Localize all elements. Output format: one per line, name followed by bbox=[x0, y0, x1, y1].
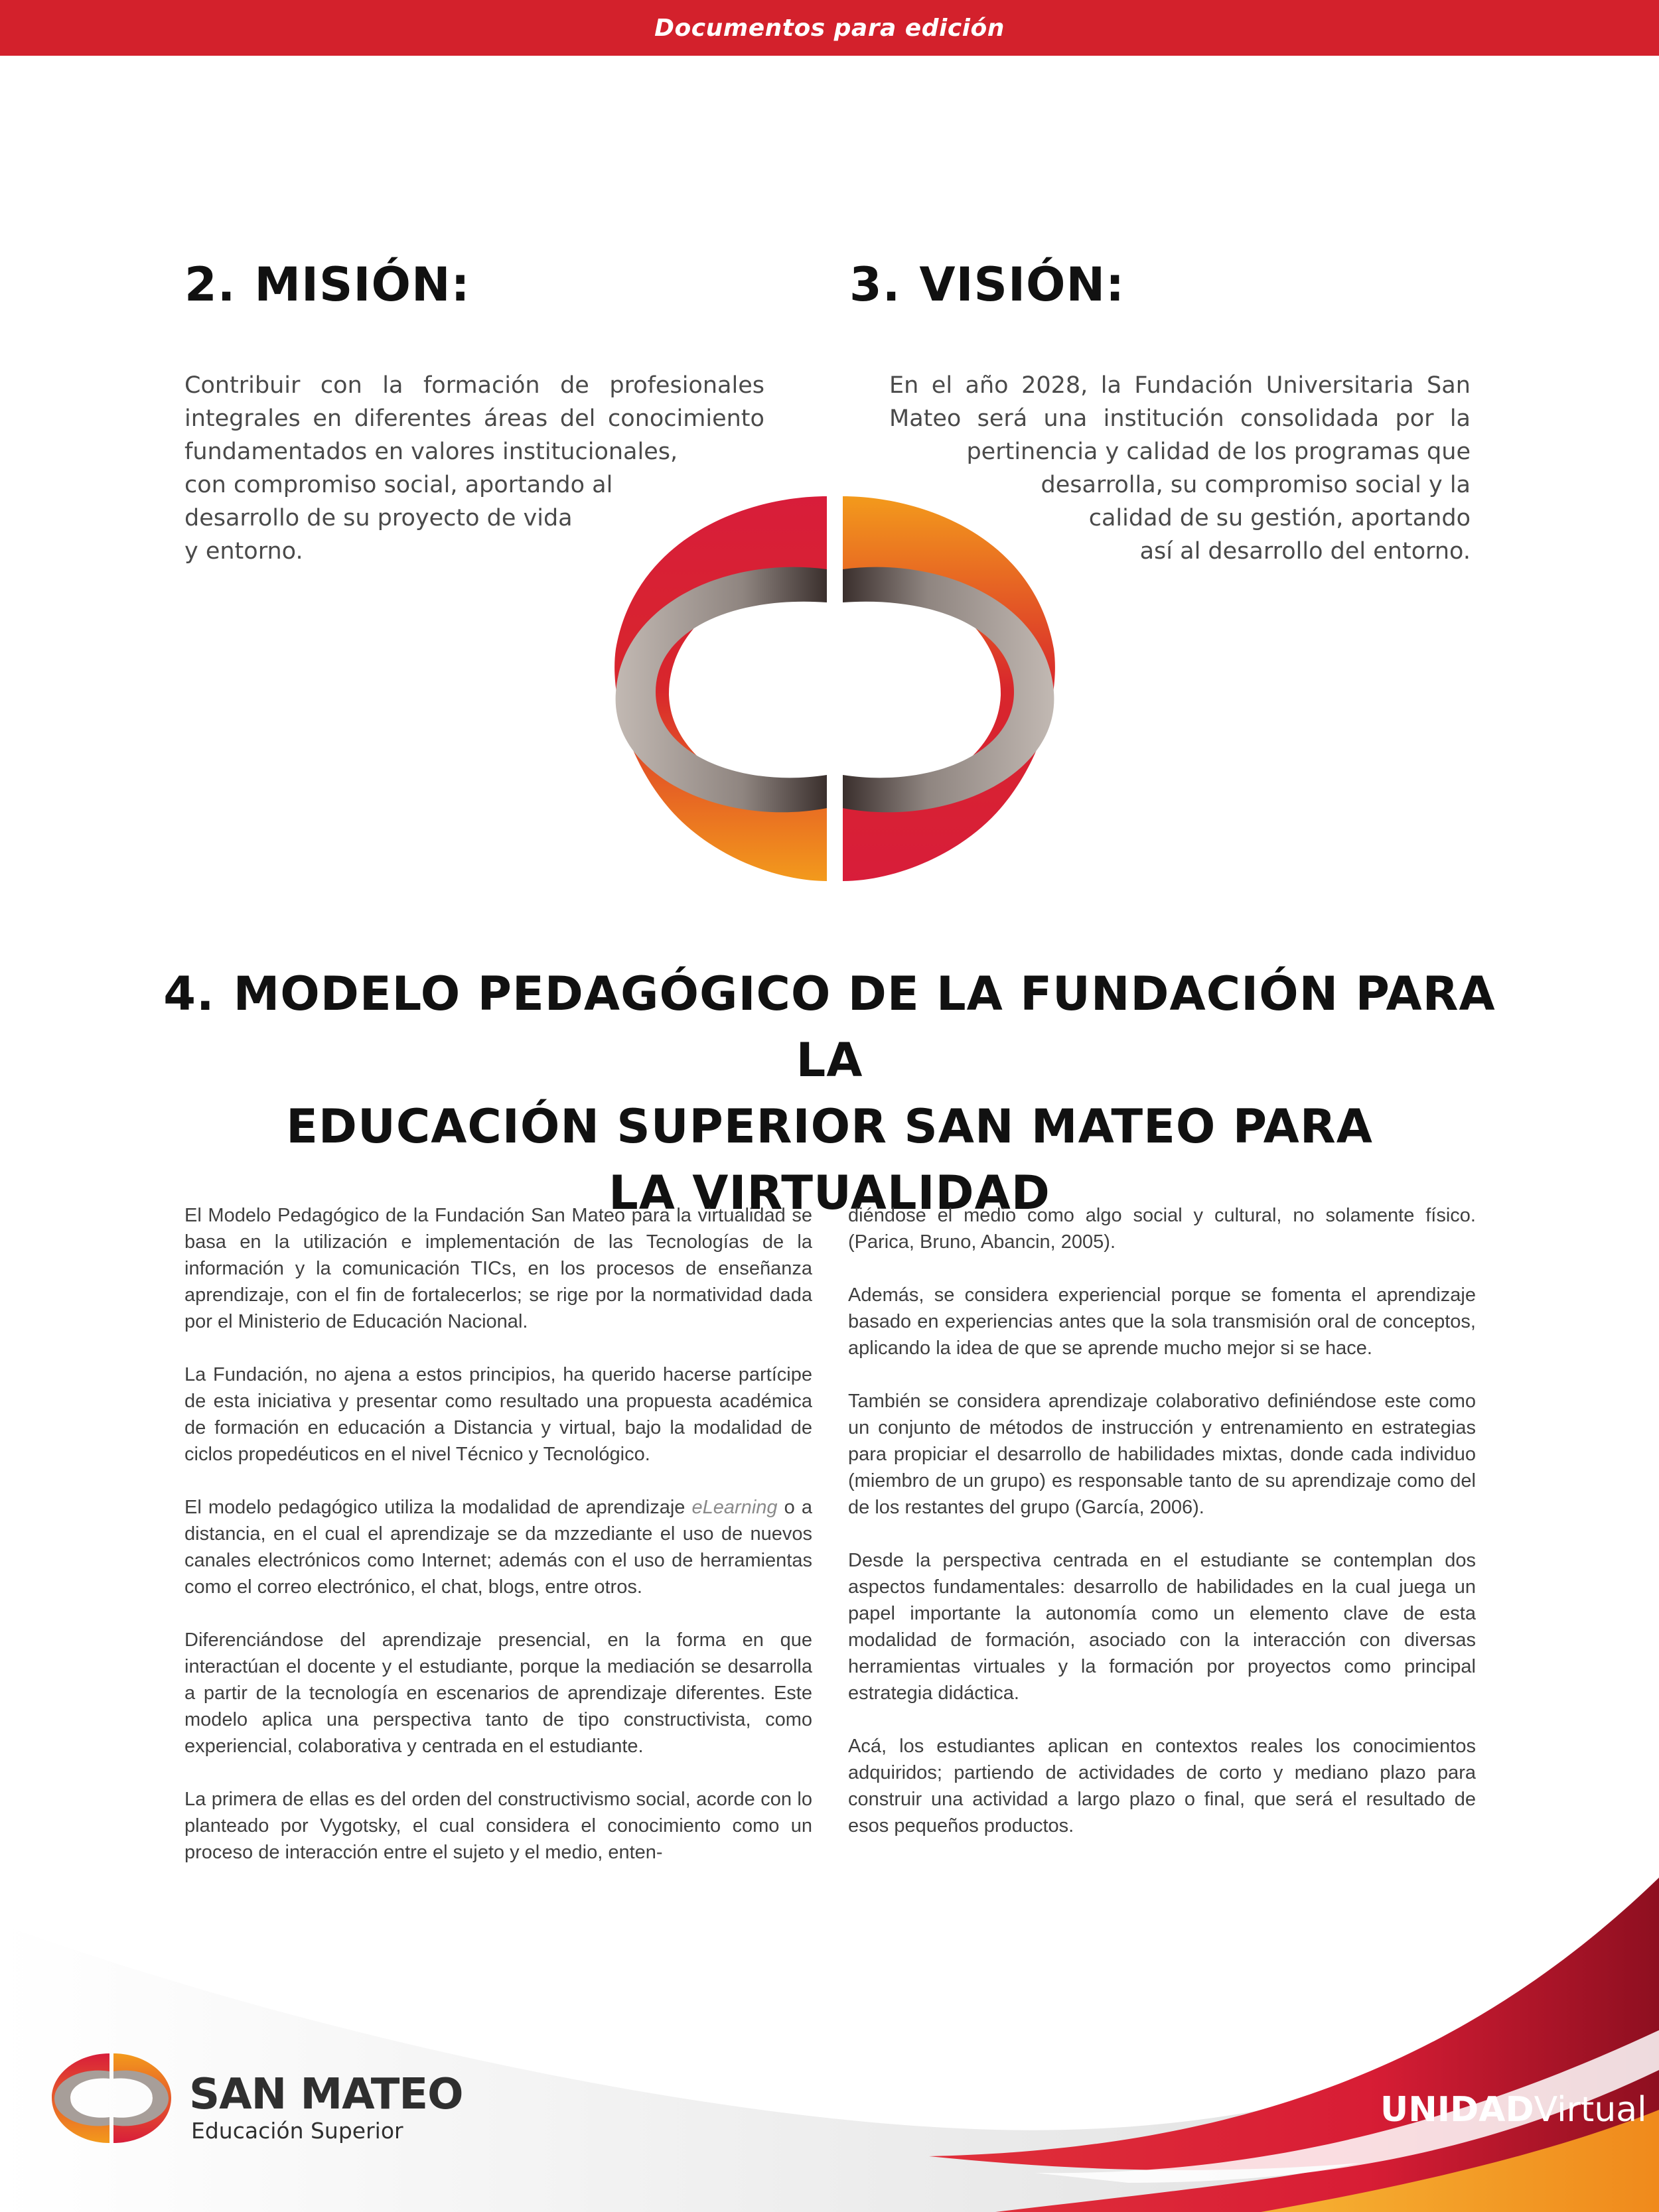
san-mateo-logo-icon bbox=[52, 2053, 171, 2143]
brand-subtitle: Educación Superior bbox=[191, 2118, 403, 2144]
body-paragraph: Acá, los estudiantes aplican en contextos reales los conocimientos adquiridos; partiendo de actividades de corto y mediano plazo para construir una actividad a largo plazo o final, que será el resultado de esos pequeños productos. bbox=[848, 1736, 1476, 1836]
body-paragraph: Diferenciándose del aprendizaje presencial, en la forma en que interactúan el docente y el estudiante, porque la mediación se desarrolla a partir de la tecnología en escenarios de aprendizaje diferentes. Este modelo aplica una perspectiva tanto de tipo constructivista, como experiencial, colaborativa y centrada en el estudiante. bbox=[184, 1629, 812, 1757]
top-banner bbox=[0, 0, 1659, 56]
infinity-symbol-logo bbox=[609, 496, 1060, 888]
vision-heading bbox=[849, 257, 1125, 312]
mision-line: integrales en diferentes áreas del conocimiento bbox=[184, 405, 764, 432]
mision-line: desarrollo de su proyecto de vida bbox=[184, 505, 573, 531]
unidad-virtual-wordmark bbox=[1380, 2090, 1647, 2130]
body-paragraph: La Fundación, no ajena a estos principios, ha querido hacerse partícipe de esta iniciativa y presentar como resultado una propuesta académica de formación en educación a Distancia y virtual, bajo la modalidad de ciclos propedéuticos en el nivel Técnico y Tecnológico. bbox=[184, 1364, 812, 1465]
vision-title: VISIÓN: bbox=[919, 257, 1125, 312]
mision-line: Contribuir con la formación de profesionales bbox=[184, 372, 764, 399]
unidad-bold: UNIDAD bbox=[1380, 2090, 1534, 2130]
body-paragraph: El Modelo Pedagógico de la Fundación San Mateo para la virtualidad se basa en la utilización e implementación de las Tecnologías de la información y la comunicación TICs, en los procesos de enseñanza aprendizaje, con el fin de fortalecerlos; se rige por la normatividad dada por el Ministerio de Educación Nacional. bbox=[184, 1205, 812, 1332]
body-paragraph: Además, se considera experiencial porque se fomenta el aprendizaje basado en experiencias antes que la sola transmisión oral de conceptos, aplicando la idea de que se aprende mucho mejor si se hace. bbox=[848, 1284, 1476, 1359]
mision-title: MISIÓN: bbox=[254, 257, 470, 312]
vision-line: desarrolla, su compromiso social y la bbox=[1041, 472, 1471, 498]
footer-swoosh bbox=[0, 1871, 1659, 2212]
mision-line: con compromiso social, aportando al bbox=[184, 472, 613, 498]
unidad-light: Virtual bbox=[1534, 2090, 1647, 2130]
vision-line: Mateo será una institución consolidada por la bbox=[889, 405, 1471, 432]
body-paragraph: Desde la perspectiva centrada en el estudiante se contemplan dos aspectos fundamentales: desarrollo de habilidades en la cual juega un papel importante la autonomía como un elemento clave de esta modalidad de formación, asociado con la interacción con diversas herramientas virtuales y la formación por proyectos como principal estrategia didáctica. bbox=[848, 1550, 1476, 1704]
vision-line: así al desarrollo del entorno. bbox=[1139, 538, 1471, 565]
mision-number: 2. bbox=[184, 257, 236, 312]
body-column-left bbox=[184, 1202, 812, 1892]
body-paragraph-elearning: El modelo pedagógico utiliza la modalidad de aprendizaje eLearning o a distancia, en el cual el aprendizaje se da mzzediante el uso de nuevos canales electrónicos como Internet; además con el uso de herramientas como el correo electrónico, el chat, blogs, entre otros. bbox=[184, 1497, 812, 1598]
vision-line: pertinencia y calidad de los programas que bbox=[966, 439, 1471, 465]
mision-line: fundamentados en valores institucionales, bbox=[184, 439, 678, 465]
modelo-title-line: LA VIRTUALIDAD bbox=[609, 1166, 1050, 1220]
mision-line: y entorno. bbox=[184, 538, 303, 565]
body-paragraph: diéndose el medio como algo social y cultural, no solamente físico. (Parica, Bruno, Abancin, 2005). bbox=[848, 1205, 1476, 1253]
body-column-right bbox=[848, 1202, 1476, 1866]
modelo-title-line: MODELO PEDAGÓGICO DE LA FUNDACIÓN PARA LA bbox=[233, 967, 1496, 1087]
modelo-title-line: EDUCACIÓN SUPERIOR SAN MATEO PARA bbox=[286, 1099, 1373, 1154]
modelo-number: 4. bbox=[163, 967, 215, 1021]
body-paragraph: La primera de ellas es del orden del constructivismo social, acorde con lo planteado por Vygotsky, el cual considera el conocimiento como un proceso de interacción entre el sujeto y el medio, enten- bbox=[184, 1789, 812, 1863]
vision-line: calidad de su gestión, aportando bbox=[1088, 505, 1471, 531]
elearning-term: eLearning bbox=[691, 1497, 778, 1518]
brand-name: SAN MATEO bbox=[189, 2070, 463, 2119]
vision-line: En el año 2028, la Fundación Universitaria San bbox=[889, 372, 1471, 399]
vision-number: 3. bbox=[849, 257, 901, 312]
modelo-heading bbox=[133, 961, 1526, 1226]
banner-text: Documentos para edición bbox=[654, 14, 1005, 42]
mision-heading bbox=[184, 257, 470, 312]
body-paragraph: También se considera aprendizaje colaborativo definiéndose este como un conjunto de métodos de instrucción y entrenamiento en estrategias para propiciar el desarrollo de habilidades mixtas, donde cada individuo (miembro de un grupo) es responsable tanto de su aprendizaje como del de los restantes del grupo (García, 2006). bbox=[848, 1391, 1476, 1518]
